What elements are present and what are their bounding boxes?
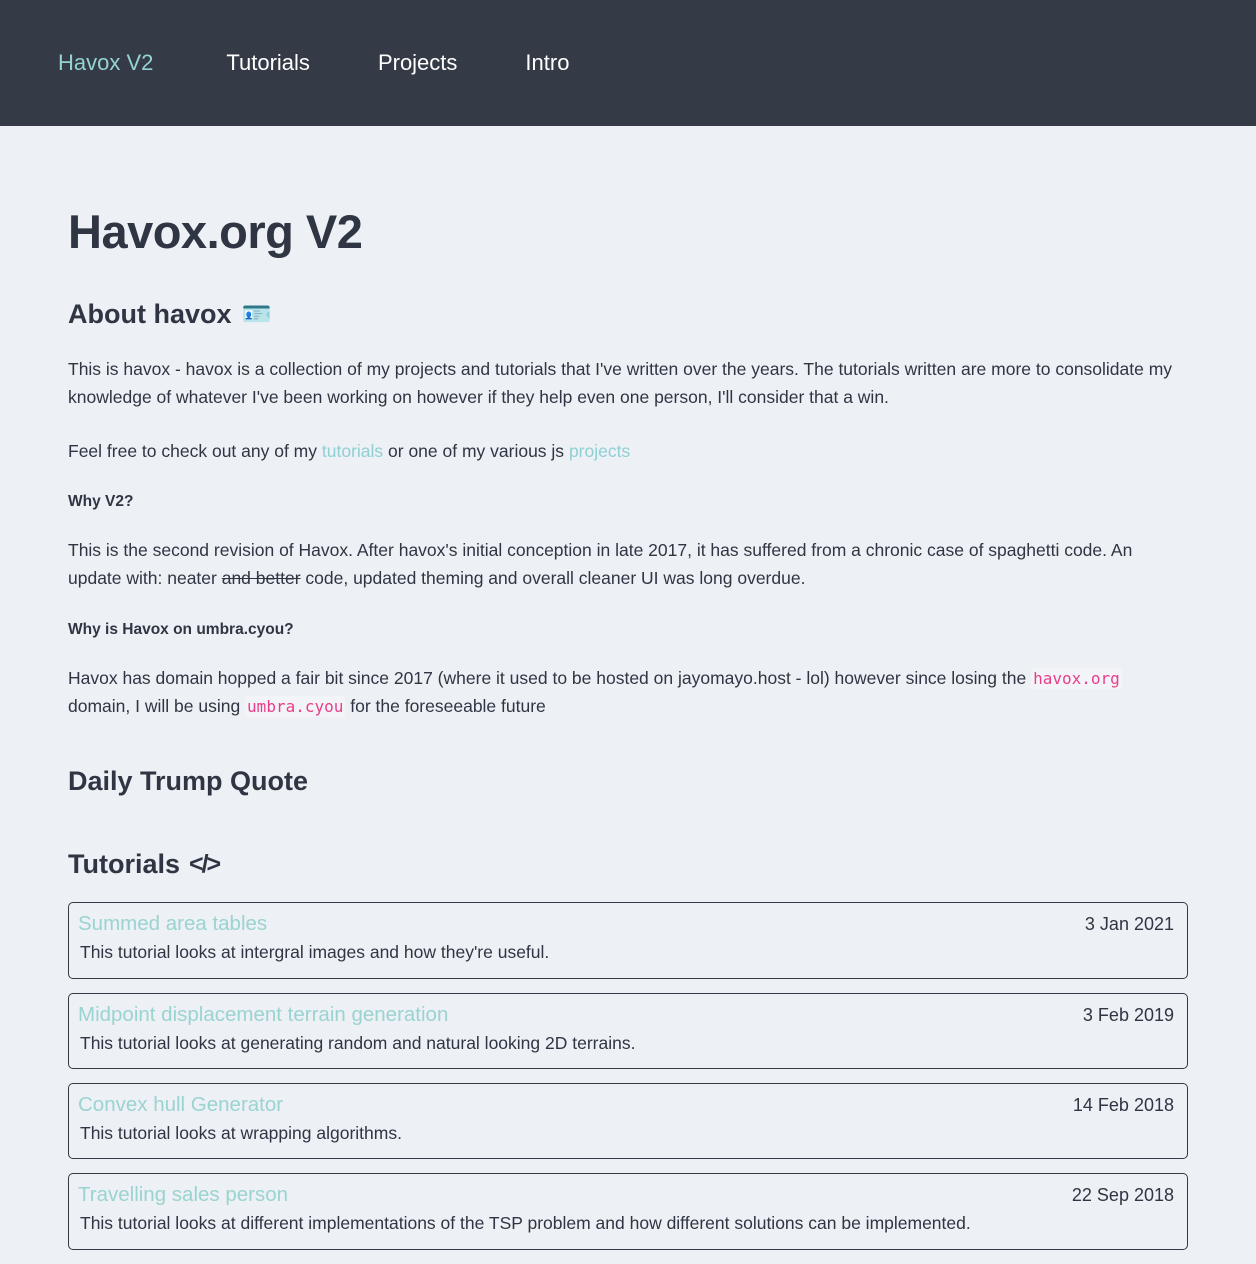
tutorial-description: This tutorial looks at different implementations of the TSP problem and how different solutions can be implemented. bbox=[80, 1213, 971, 1234]
nav-item-projects[interactable] bbox=[378, 50, 525, 76]
id-card-icon: 🪪 bbox=[241, 300, 272, 328]
list-item[interactable] bbox=[68, 993, 1188, 1069]
list-item[interactable] bbox=[68, 1173, 1188, 1249]
about-paragraph-3 bbox=[68, 536, 1188, 593]
nav-list bbox=[58, 50, 637, 76]
about-paragraph-4-after: for the foreseeable future bbox=[345, 696, 546, 717]
tutorial-date: 3 Jan 2021 bbox=[1084, 914, 1174, 935]
top-navigation-bar bbox=[0, 0, 1256, 126]
tutorial-title-link[interactable]: Midpoint displacement terrain generation bbox=[78, 1002, 449, 1026]
tutorials-section-heading bbox=[68, 849, 1188, 880]
about-paragraph-2 bbox=[68, 437, 1188, 465]
tutorial-description: This tutorial looks at wrapping algorithms. bbox=[80, 1123, 402, 1144]
strikethrough-text: and better bbox=[221, 568, 301, 589]
nav-link-tutorials[interactable]: Tutorials bbox=[226, 50, 310, 75]
nav-link-havox-v2[interactable]: Havox V2 bbox=[58, 50, 154, 75]
tutorial-card-header bbox=[78, 912, 1174, 936]
tutorial-title-link[interactable]: Summed area tables bbox=[78, 912, 268, 936]
page-title: Havox.org V2 bbox=[68, 205, 363, 258]
nav-link-projects[interactable]: Projects bbox=[377, 50, 458, 75]
tutorial-list bbox=[68, 902, 1188, 1249]
about-paragraph-3-before: This is the second revision of Havox. After havox's initial conception in late 2017, it has suffered from a chronic case of spaghetti code. An update with: neater bbox=[68, 540, 1133, 589]
nav-link-intro[interactable]: Intro bbox=[525, 50, 570, 75]
about-paragraph-1: This is havox - havox is a collection of my projects and tutorials that I've written over the years. The tutorials written are more to consolidate my knowledge of whatever I've been working on however if they help even one person, I'll consider that a win. bbox=[68, 359, 1173, 408]
tutorial-description: This tutorial looks at generating random and natural looking 2D terrains. bbox=[80, 1032, 636, 1053]
daily-trump-quote-heading: Daily Trump Quote bbox=[68, 766, 309, 797]
about-paragraph-3-after: code, updated theming and overall cleaner UI was long overdue. bbox=[300, 568, 806, 589]
code-havox-org: havox.org bbox=[1033, 668, 1120, 688]
why-v2-subheading: Why V2? bbox=[68, 493, 134, 511]
tutorials-link[interactable]: tutorials bbox=[321, 440, 384, 461]
about-paragraph-4-middle: domain, I will be using bbox=[68, 696, 246, 717]
nav-item-tutorials[interactable] bbox=[226, 50, 378, 76]
tutorial-card-header bbox=[78, 1093, 1174, 1117]
tutorial-card-header bbox=[78, 1003, 1174, 1027]
tutorial-date: 14 Feb 2018 bbox=[1072, 1095, 1174, 1116]
tutorial-date: 22 Sep 2018 bbox=[1071, 1185, 1174, 1206]
nav-item-intro[interactable] bbox=[525, 50, 637, 76]
about-paragraph-2-before: Feel free to check out any of my bbox=[68, 440, 322, 461]
tutorial-title-link[interactable]: Convex hull Generator bbox=[78, 1093, 284, 1117]
about-paragraph-4 bbox=[68, 664, 1188, 721]
code-tags-icon: </> bbox=[189, 850, 220, 879]
tutorial-card-header bbox=[78, 1183, 1174, 1207]
code-umbra-cyou: umbra.cyou bbox=[247, 697, 344, 717]
projects-link[interactable]: projects bbox=[568, 440, 631, 461]
tutorial-title-link[interactable]: Travelling sales person bbox=[78, 1183, 289, 1207]
list-item[interactable] bbox=[68, 1083, 1188, 1159]
about-paragraph-4-before: Havox has domain hopped a fair bit since 2017 (where it used to be hosted on jayomayo.host - lol) however since losing the bbox=[68, 667, 1032, 688]
list-item[interactable] bbox=[68, 902, 1188, 978]
about-section-heading bbox=[68, 299, 1188, 330]
tutorial-date: 3 Feb 2019 bbox=[1082, 1004, 1174, 1025]
about-heading-text: About havox bbox=[68, 299, 232, 329]
nav-item-brand[interactable] bbox=[58, 50, 226, 76]
tutorial-description: This tutorial looks at intergral images and how they're useful. bbox=[80, 942, 550, 963]
about-paragraph-2-middle: or one of my various js bbox=[383, 440, 569, 461]
why-umbra-subheading: Why is Havox on umbra.cyou? bbox=[68, 620, 294, 638]
page-content bbox=[0, 204, 1256, 1250]
tutorials-heading-text: Tutorials bbox=[68, 849, 181, 880]
